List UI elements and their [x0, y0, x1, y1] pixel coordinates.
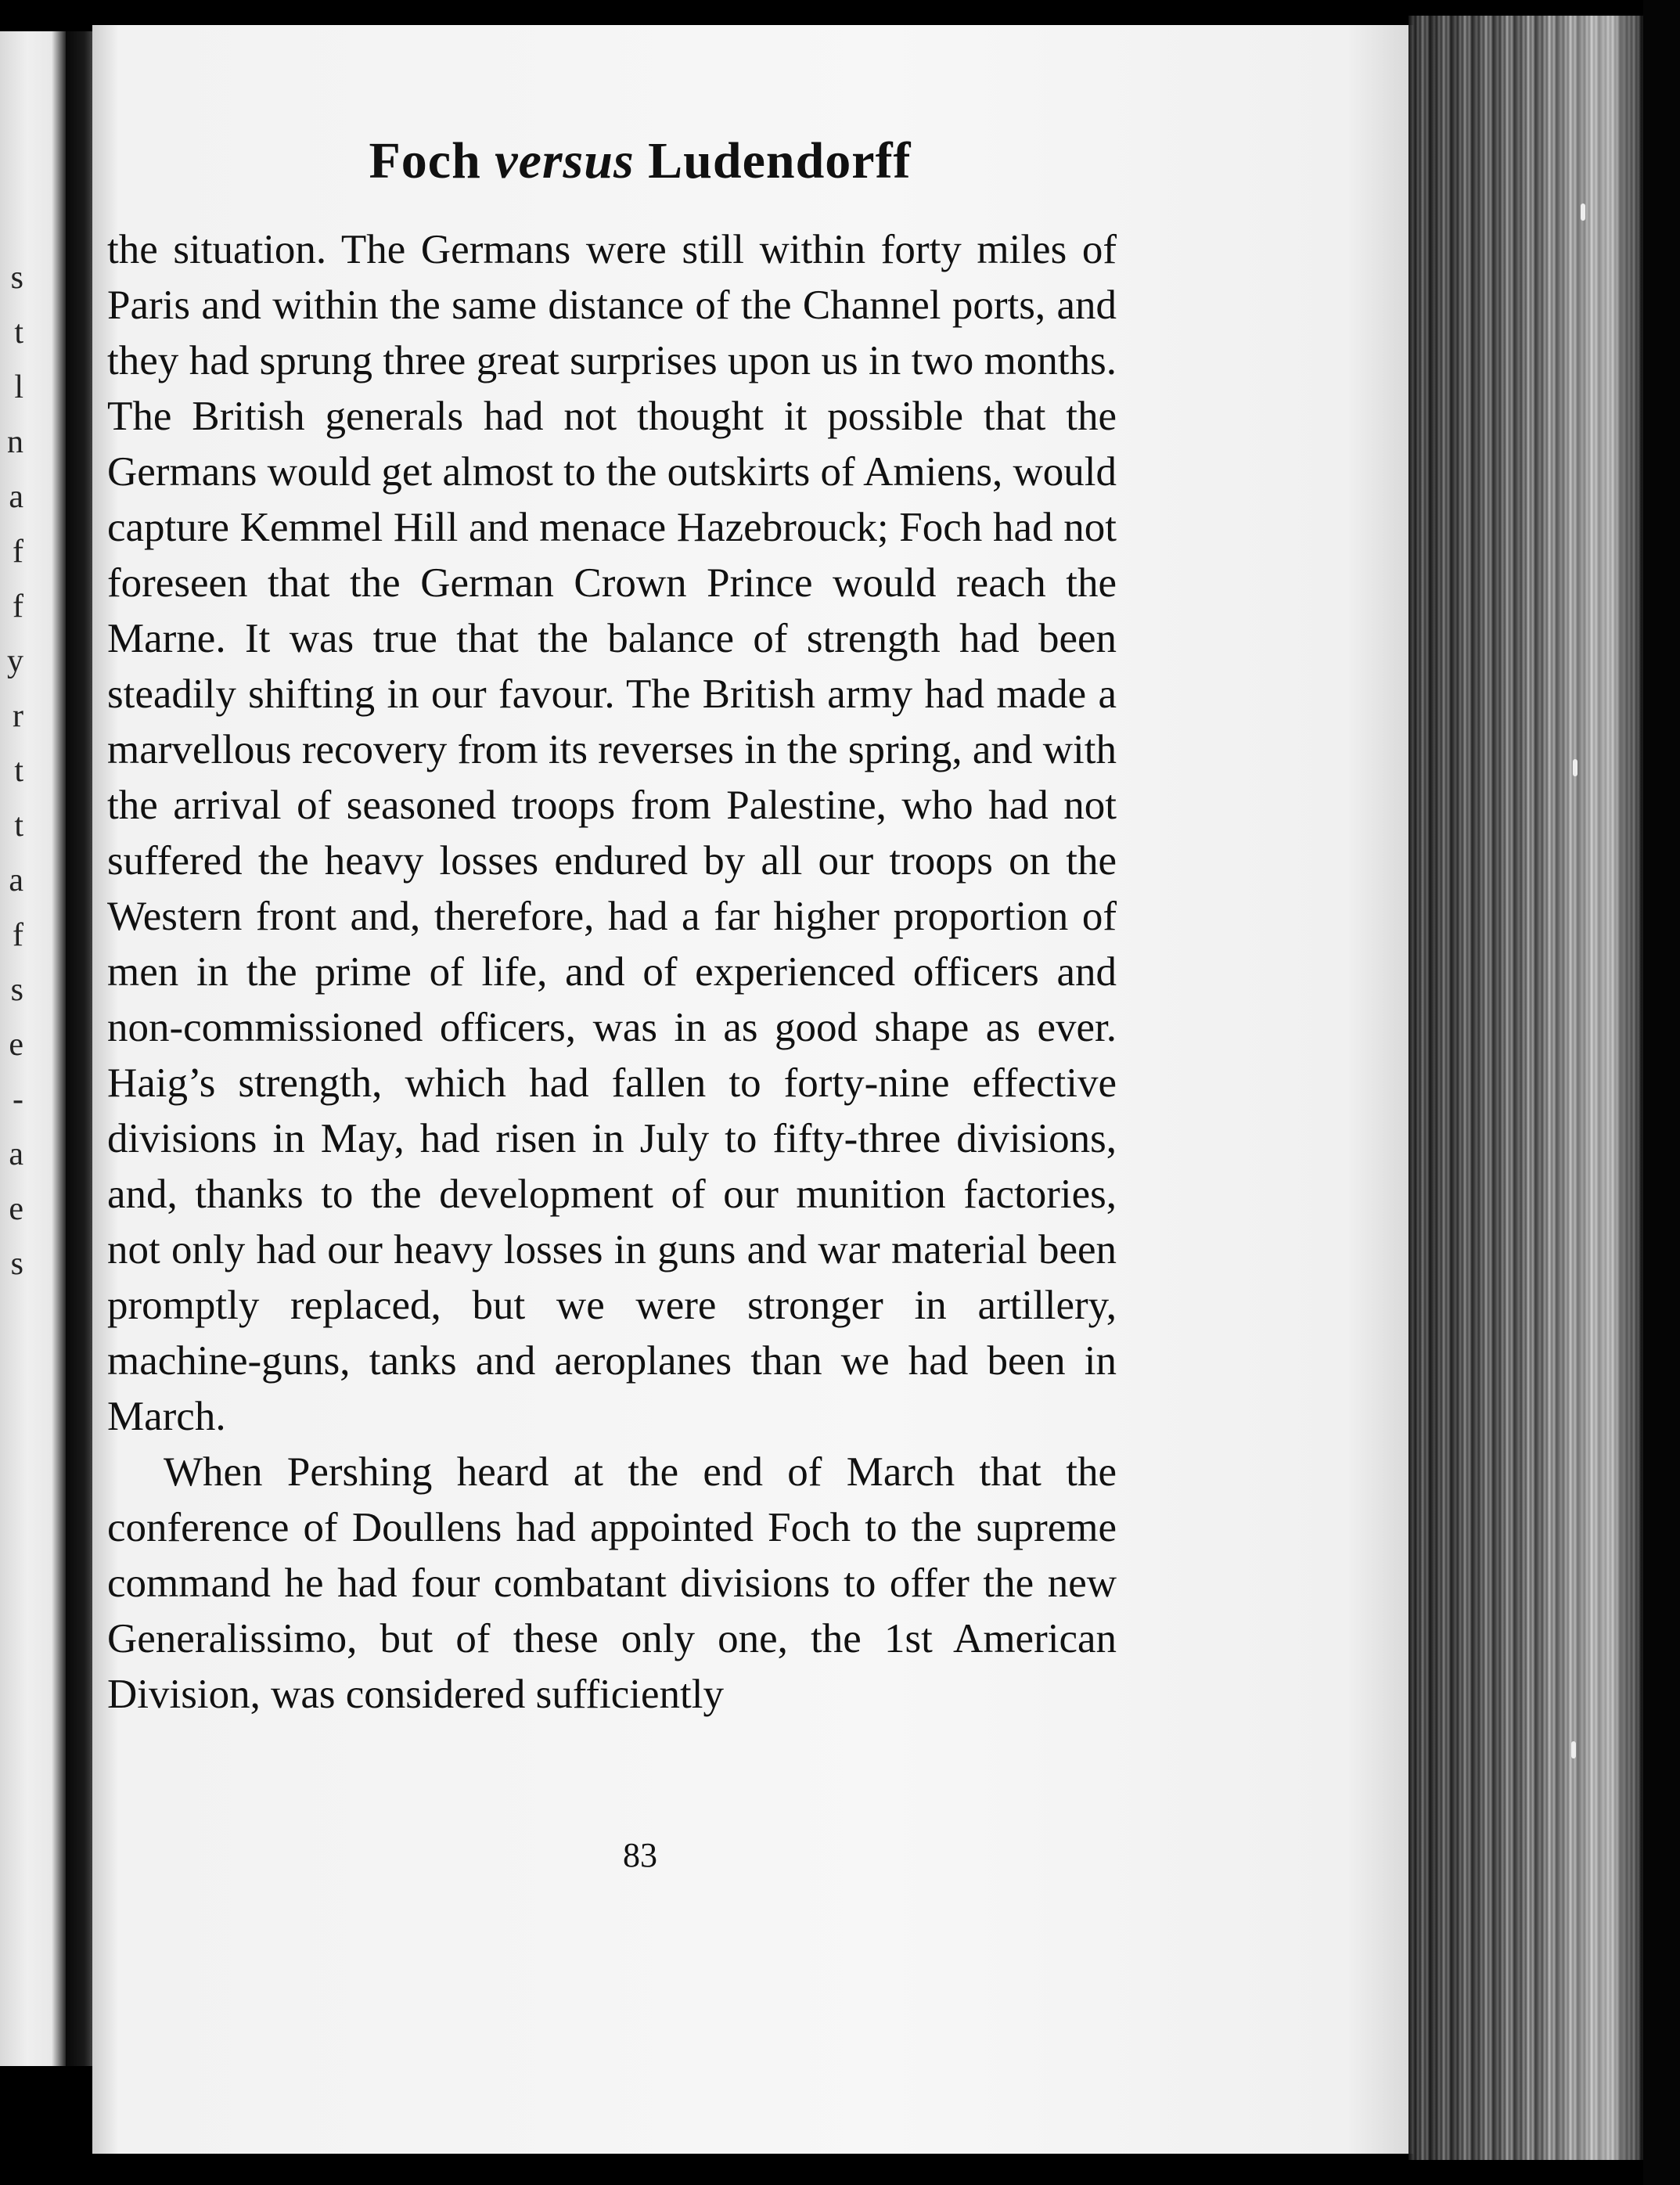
scan-speck [1581, 203, 1585, 221]
scan-speck [1571, 1741, 1576, 1758]
scan-speck [1573, 759, 1577, 776]
left-page-fragment: s [10, 260, 23, 296]
left-page-fragment: f [13, 534, 23, 570]
paragraph: the situation. The Germans were still within forty miles of Paris and within the same distance of the Channel ports, and they had sprung three great surprises upon us in two months. The British generals had not thought it possible that the Germans would get almost to the outskirts of Amiens, would capture Kemmel Hill and menace Hazebrouck; Foch had not foreseen that the German Crown Prince would reach the Marne. It was true that the balance of strength had been steadily shifting in our favour. The British army had made a marvellous recovery from its reverses in the spring, and with the arrival of seasoned troops from Palestine, who had not suffered the heavy losses endured by all our troops on the Western front and, therefore, had a far higher proportion of men in the prime of life, and of experienced officers and non-commissioned officers, was in as good shape as ever. Haig’s strength, which had fallen to forty-nine effective divisions in May, had risen in July to fifty-three divisions, and, thanks to the development of our munition factories, not only had our heavy losses in guns and war material been promptly replaced, but we were stronger in artillery, machine-guns, tanks and aeroplanes than we had been in March. [107, 227, 1117, 1439]
body-text [107, 222, 1117, 1722]
left-page-fragment: a [9, 862, 23, 898]
left-page-fragment: t [14, 753, 23, 789]
left-page-fragment: a [9, 479, 23, 515]
running-head-suffix: Ludendorff [648, 132, 912, 189]
left-page-fragment: t [14, 315, 23, 351]
page-number: 83 [623, 1836, 657, 1874]
left-page-fragment: s [10, 1246, 23, 1282]
left-page-fragment: e [9, 1027, 23, 1063]
left-page-fragment: y [7, 643, 23, 679]
left-page-fragment: - [13, 1082, 23, 1118]
left-page-fragment: r [13, 698, 23, 734]
paragraph: When Pershing heard at the end of March that the conference of Doullens had appointed Foch to the supreme command he had four combatant divisions to offer the new Generalissimo, but of these only one, the 1st American Division, was considered sufficiently [107, 1449, 1117, 1717]
left-page-fragment: f [13, 589, 23, 625]
left-page-fragment: n [7, 424, 23, 460]
page-edges-shading [1408, 16, 1643, 2160]
left-page-fragment: t [14, 808, 23, 844]
left-page-fragment: a [9, 1136, 23, 1172]
scan-border [1643, 0, 1680, 2185]
running-head [92, 131, 1188, 191]
left-page-text-fragments [0, 250, 23, 1291]
left-page-fragment: l [14, 369, 23, 405]
running-head-prefix: Foch [369, 132, 481, 189]
left-page-fragment: e [9, 1191, 23, 1227]
running-head-italic: versus [495, 132, 635, 189]
left-page-fragment: f [13, 917, 23, 953]
left-page-fragment: s [10, 972, 23, 1008]
